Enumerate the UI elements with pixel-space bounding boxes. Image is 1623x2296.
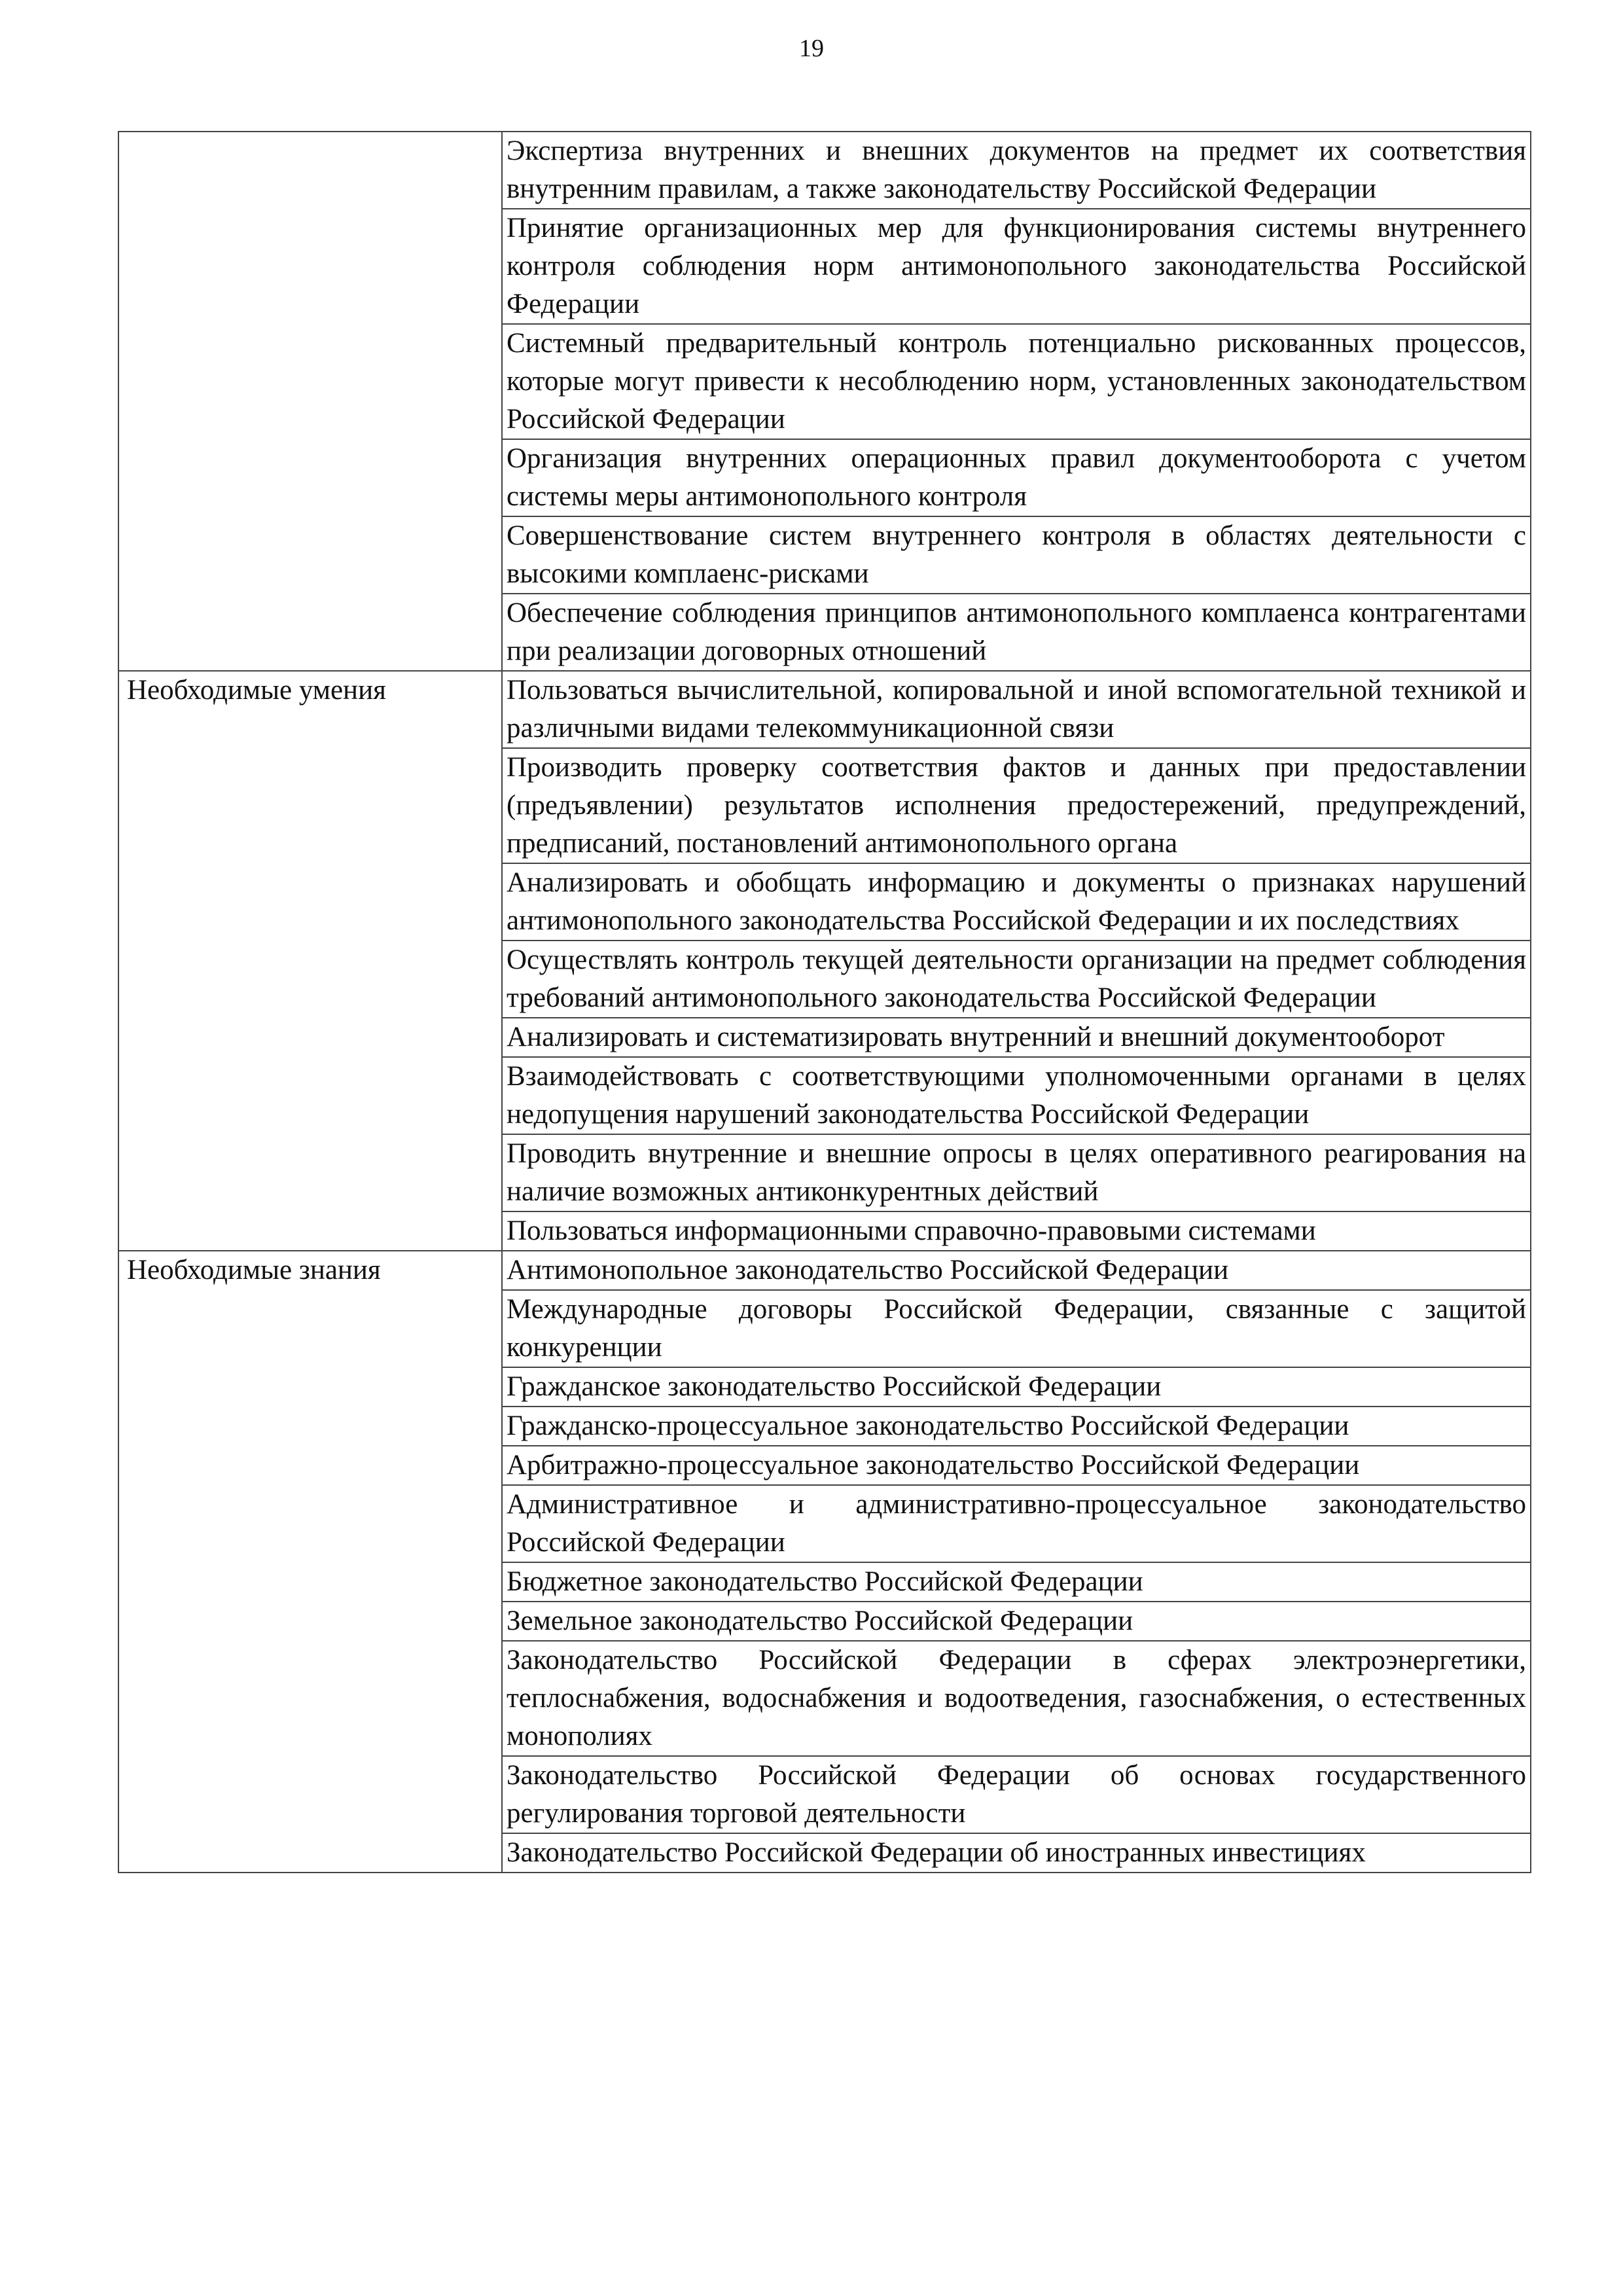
table-cell: Гражданское законодательство Российской Федерации (502, 1367, 1531, 1407)
table-cell: Арбитражно-процессуальное законодательство Российской Федерации (502, 1446, 1531, 1485)
table-cell: Анализировать и систематизировать внутренний и внешний документооборот (502, 1018, 1531, 1057)
table-cell: Административное и административно-процессуальное законодательство Российской Федерации (502, 1485, 1531, 1562)
section-label-empty (118, 132, 502, 671)
table-row (118, 1251, 1531, 1290)
table-row (118, 132, 1531, 209)
table-cell: Гражданско-процессуальное законодательство Российской Федерации (502, 1407, 1531, 1446)
table-cell: Системный предварительный контроль потенциально рискованных процессов, которые могут привести к несоблюдению норм, установленных законодательством Российской Федерации (502, 324, 1531, 439)
table-cell: Международные договоры Российской Федерации, связанные с защитой конкуренции (502, 1290, 1531, 1367)
table-cell: Пользоваться вычислительной, копировальной и иной вспомогательной техникой и различными видами телекоммуникационной связи (502, 671, 1531, 748)
table-cell: Совершенствование систем внутреннего контроля в областях деятельности с высокими комплаенс-рисками (502, 516, 1531, 594)
table-cell: Взаимодействовать с соответствующими уполномоченными органами в целях недопущения нарушений законодательства Российской Федерации (502, 1057, 1531, 1134)
table-cell: Проводить внутренние и внешние опросы в целях оперативного реагирования на наличие возможных антиконкурентных действий (502, 1134, 1531, 1211)
knowledge-label: Необходимые знания (118, 1251, 502, 1873)
table-cell: Пользоваться информационными справочно-правовыми системами (502, 1211, 1531, 1251)
table-cell: Производить проверку соответствия фактов и данных при предоставлении (предъявлении) результатов исполнения предостережений, предупреждений, предписаний, постановлений антимонопольного органа (502, 748, 1531, 863)
table-cell: Обеспечение соблюдения принципов антимонопольного комплаенса контрагентами при реализации договорных отношений (502, 594, 1531, 671)
skills-label: Необходимые умения (118, 671, 502, 1251)
table-cell: Законодательство Российской Федерации об иностранных инвестициях (502, 1833, 1531, 1873)
table-cell: Анализировать и обобщать информацию и документы о признаках нарушений антимонопольного законодательства Российской Федерации и их последствиях (502, 863, 1531, 941)
table-cell: Земельное законодательство Российской Федерации (502, 1602, 1531, 1641)
table-cell: Законодательство Российской Федерации об основах государственного регулирования торговой деятельности (502, 1756, 1531, 1833)
table-cell: Бюджетное законодательство Российской Федерации (502, 1562, 1531, 1602)
table-cell: Экспертиза внутренних и внешних документов на предмет их соответствия внутренним правилам, а также законодательству Российской Федерации (502, 132, 1531, 209)
table-row (118, 671, 1531, 748)
table-cell: Законодательство Российской Федерации в сферах электроэнергетики, теплоснабжения, водоснабжения и водоотведения, газоснабжения, о естественных монополиях (502, 1641, 1531, 1756)
requirements-table (118, 131, 1531, 1873)
page-number: 19 (799, 35, 824, 62)
table-cell: Организация внутренних операционных правил документооборота с учетом системы меры антимонопольного контроля (502, 439, 1531, 516)
table-cell: Антимонопольное законодательство Российской Федерации (502, 1251, 1531, 1290)
table-cell: Осуществлять контроль текущей деятельности организации на предмет соблюдения требований антимонопольного законодательства Российской Федерации (502, 941, 1531, 1018)
table-cell: Принятие организационных мер для функционирования системы внутреннего контроля соблюдения норм антимонопольного законодательства Российской Федерации (502, 209, 1531, 324)
